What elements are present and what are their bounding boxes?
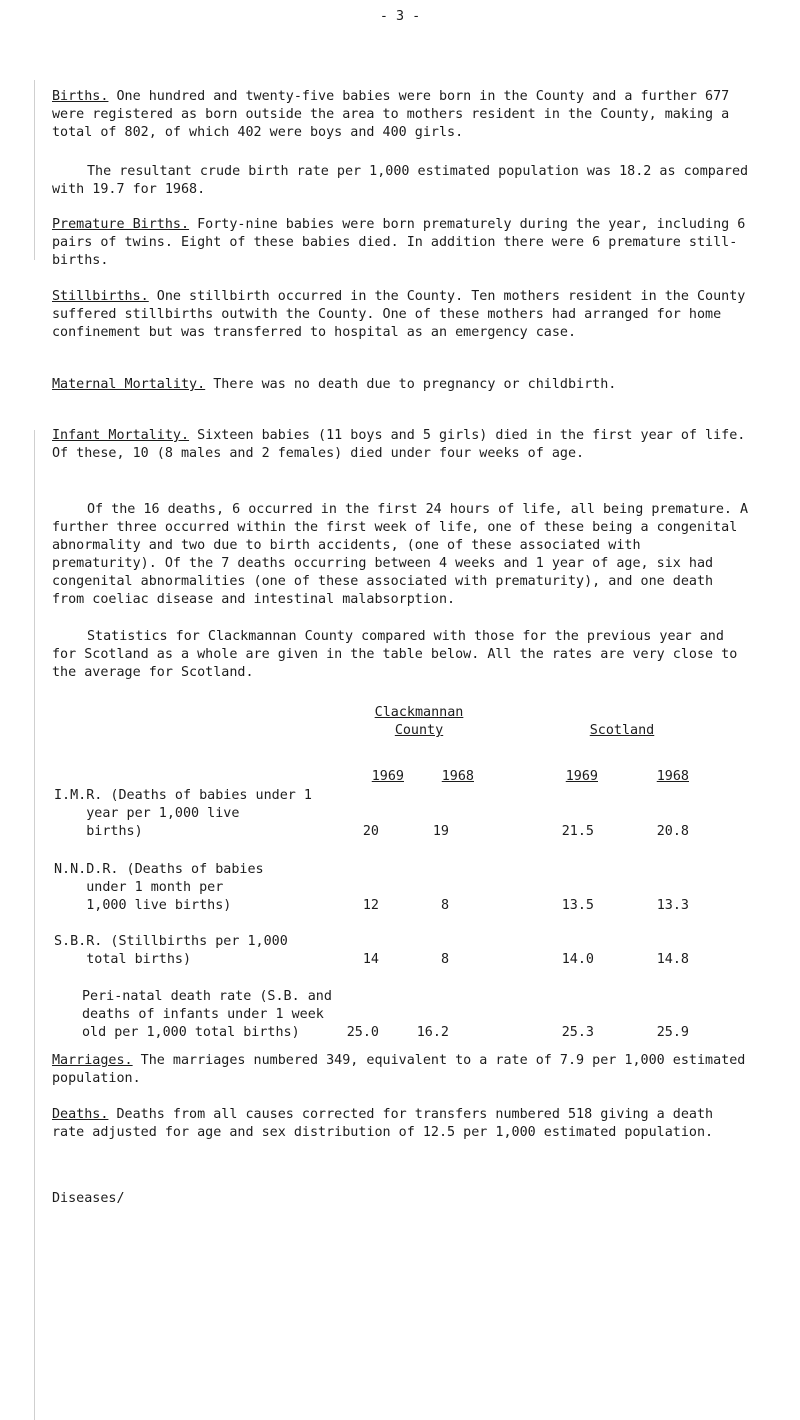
table-cell: 8	[440, 952, 449, 967]
table-cell: 13.3	[656, 898, 689, 913]
table-cell: 20.8	[656, 824, 689, 839]
deaths-text: Deaths from all causes corrected for transfers numbered 518 giving a death rate adjusted for age and sex distribution of 12.5 per 1,000 estimated population.	[52, 1107, 722, 1140]
stillbirths-heading: Stillbirths.	[52, 289, 149, 304]
table-cell: 8	[440, 898, 449, 913]
premature-births-paragraph	[52, 216, 752, 270]
statistics-paragraph	[52, 628, 752, 682]
infant-deaths-paragraph	[52, 501, 757, 609]
infant-mortality-text: Sixteen babies (11 boys and 5 girls) died in the first year of life. Of these, 10 (8 males and 2 females) died under four weeks of age.	[52, 428, 754, 461]
county-group-header: Clackmannan County	[374, 705, 464, 738]
year-header-scotland-1969: 1969	[565, 769, 598, 784]
statistics-table	[52, 704, 772, 1040]
table-cell: 12	[362, 898, 379, 913]
table-row-label-perinatal: Peri-natal death rate (S.B. and deaths of infants under 1 week old per 1,000 total births)	[82, 989, 332, 1040]
maternal-mortality-text: There was no death due to pregnancy or childbirth.	[205, 377, 617, 392]
table-row-label-sbr: S.B.R. (Stillbirths per 1,000 total births)	[54, 934, 288, 967]
table-cell: 25.0	[346, 1025, 379, 1040]
table-row-label-nndr: N.N.D.R. (Deaths of babies under 1 month per 1,000 live births)	[54, 862, 264, 913]
table-cell: 19	[432, 824, 449, 839]
stillbirths-text: One stillbirth occurred in the County. Ten mothers resident in the County suffered stillbirths outwith the County. One of these mothers had arranged for home confinement but was transferred to hospital as an emergency case.	[52, 289, 754, 340]
table-cell: 21.5	[561, 824, 594, 839]
table-cell: 13.5	[561, 898, 594, 913]
infant-mortality-paragraph	[52, 427, 752, 463]
birth-rate-text: The resultant crude birth rate per 1,000 estimated population was 18.2 as compared with 19.7 for 1968.	[52, 164, 757, 197]
premature-births-heading: Premature Births.	[52, 217, 190, 232]
scotland-group-header: Scotland	[589, 723, 655, 738]
continuation-catchword: Diseases/	[52, 1191, 125, 1206]
scan-margin-line	[34, 80, 35, 260]
year-header-scotland-1968: 1968	[656, 769, 689, 784]
marriages-heading: Marriages.	[52, 1053, 133, 1068]
table-cell: 25.3	[561, 1025, 594, 1040]
births-text: One hundred and twenty-five babies were born in the County and a further 677 were registered as born outside the area to mothers resident in the County, making a total of 802, of which 402 were boys and 400 girls.	[52, 89, 738, 140]
table-cell: 14.0	[561, 952, 594, 967]
deaths-heading: Deaths.	[52, 1107, 109, 1122]
premature-births-text: Forty-nine babies were born prematurely during the year, including 6 pairs of twins. Eight of these babies died. In addition there were 6 premature still-births.	[52, 217, 754, 268]
table-row-label-imr: I.M.R. (Deaths of babies under 1 year per 1,000 live births)	[54, 788, 312, 839]
scan-margin-line	[34, 430, 35, 1420]
births-paragraph	[52, 88, 752, 142]
maternal-mortality-paragraph	[52, 376, 752, 394]
year-header-county-1969: 1969	[371, 769, 404, 784]
year-header-county-1968: 1968	[441, 769, 474, 784]
table-cell: 14	[362, 952, 379, 967]
maternal-mortality-heading: Maternal Mortality.	[52, 377, 206, 392]
deaths-paragraph	[52, 1106, 752, 1142]
infant-deaths-text: Of the 16 deaths, 6 occurred in the first 24 hours of life, all being premature. A further three occurred within the first week of life, one of these being a congenital abnormality and two due to birth accidents, (one of these associated with prematurity). Of the 7 deaths occurring between 4 weeks and 1 year of age, six had congenital abnormalities (one of these associated with prematurity), and one death from coeliac disease and intestinal malabsorption.	[52, 502, 757, 607]
stillbirths-paragraph	[52, 288, 752, 342]
table-cell: 25.9	[656, 1025, 689, 1040]
marriages-paragraph	[52, 1052, 752, 1088]
infant-mortality-heading: Infant Mortality.	[52, 428, 190, 443]
table-cell: 14.8	[656, 952, 689, 967]
table-cell: 20	[362, 824, 379, 839]
table-cell: 16.2	[416, 1025, 449, 1040]
page-number: - 3 -	[379, 9, 421, 24]
statistics-text: Statistics for Clackmannan County compared with those for the previous year and for Scotland as a whole are given in the table below. All the rates are very close to the average for Scotland.	[52, 629, 746, 680]
marriages-text: The marriages numbered 349, equivalent to a rate of 7.9 per 1,000 estimated population.	[52, 1053, 754, 1086]
births-heading: Births.	[52, 89, 109, 104]
birth-rate-paragraph	[52, 163, 757, 199]
